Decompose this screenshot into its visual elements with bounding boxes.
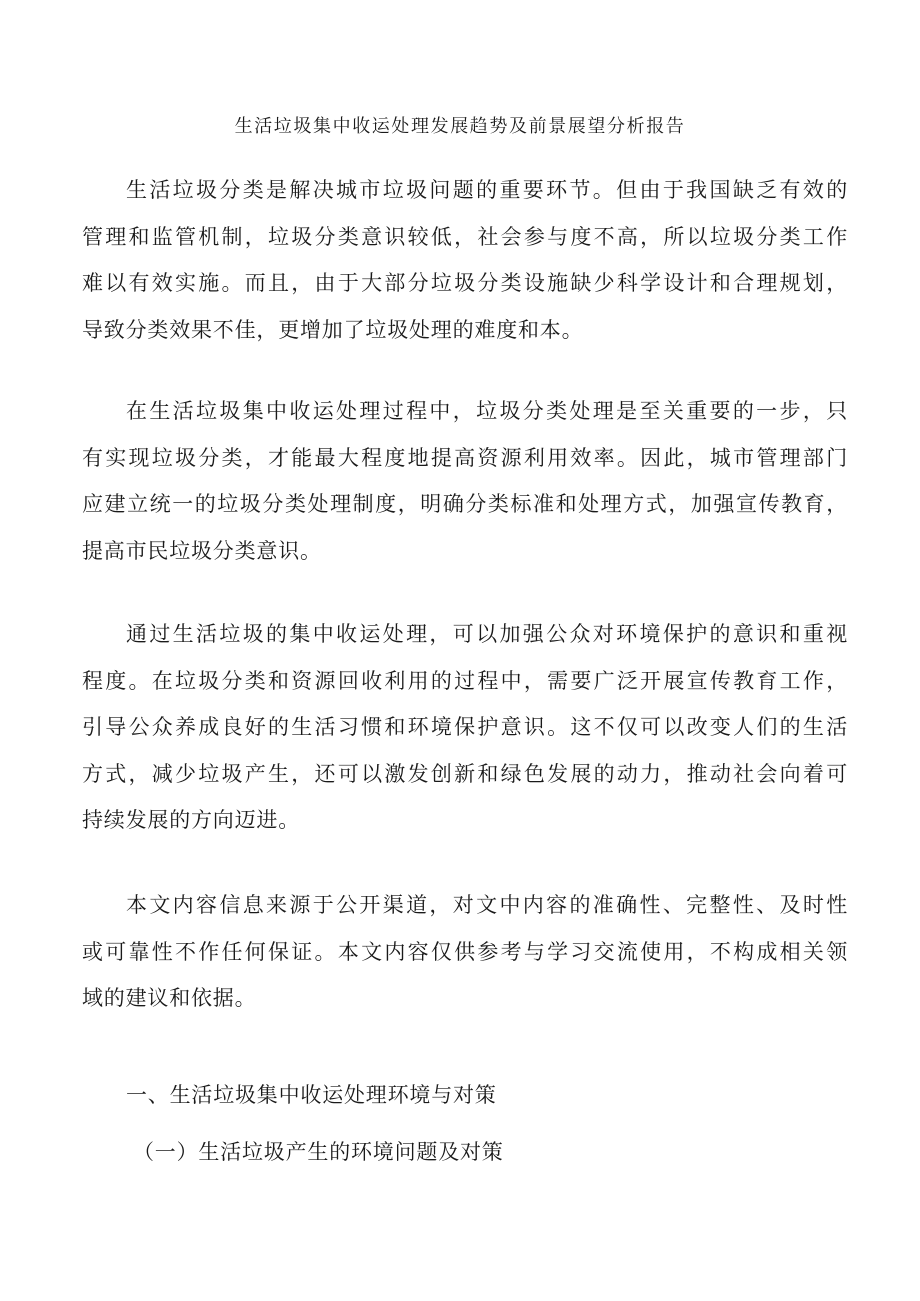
paragraph-line: 管理和监管机制，垃圾分类意识较低，社会参与度不高，所以垃圾分类工作 xyxy=(82,224,848,249)
paragraph-line: 通过生活垃圾的集中收运处理，可以加强公众对环境保护的意识和重视 xyxy=(126,622,848,646)
paragraph-line: 提高市民垃圾分类意识。 xyxy=(82,538,322,563)
paragraph-line: 应建立统一的垃圾分类处理制度，明确分类标准和处理方式，加强宣传教育， xyxy=(82,492,848,516)
paragraph-line: 程度。在垃圾分类和资源回收利用的过程中，需要广泛开展宣传教育工作， xyxy=(82,668,848,693)
paragraph xyxy=(82,167,848,353)
paragraph xyxy=(82,388,848,574)
paragraph-line: 引导公众养成良好的生活习惯和环境保护意识。这不仅可以改变人们的生活 xyxy=(82,715,848,739)
paragraph-line: 本文内容信息来源于公开渠道，对文中内容的准确性、完整性、及时性 xyxy=(126,893,848,917)
paragraph-line: 有实现垃圾分类，才能最大程度地提高资源利用效率。因此，城市管理部门 xyxy=(82,445,848,470)
paragraph-line: 导致分类效果不佳，更增加了垃圾处理的难度和本。 xyxy=(82,317,584,342)
section-heading: 一、生活垃圾集中收运处理环境与对策 xyxy=(126,1083,497,1107)
subsection-heading: （一）生活垃圾产生的环境问题及对策 xyxy=(133,1140,504,1164)
paragraph-line: 持续发展的方向迈进。 xyxy=(82,808,300,832)
document-title: 生活垃圾集中收运处理发展趋势及前景展望分析报告 xyxy=(234,116,686,137)
paragraph xyxy=(82,882,848,1022)
paragraph-line: 在生活垃圾集中收运处理过程中，垃圾分类处理是至关重要的一步，只 xyxy=(126,399,848,423)
paragraph-line: 难以有效实施。而且，由于大部分垃圾分类设施缺少科学设计和合理规划， xyxy=(82,271,848,295)
paragraph-line: 方式，减少垃圾产生，还可以激发创新和绿色发展的动力，推动社会向着可 xyxy=(82,761,848,786)
paragraph-line: 生活垃圾分类是解决城市垃圾问题的重要环节。但由于我国缺乏有效的 xyxy=(126,178,848,202)
paragraph xyxy=(82,611,848,844)
paragraph-line: 或可靠性不作任何保证。本文内容仅供参考与学习交流使用，不构成相关领 xyxy=(82,939,848,964)
paragraph-line: 域的建议和依据。 xyxy=(82,986,257,1010)
